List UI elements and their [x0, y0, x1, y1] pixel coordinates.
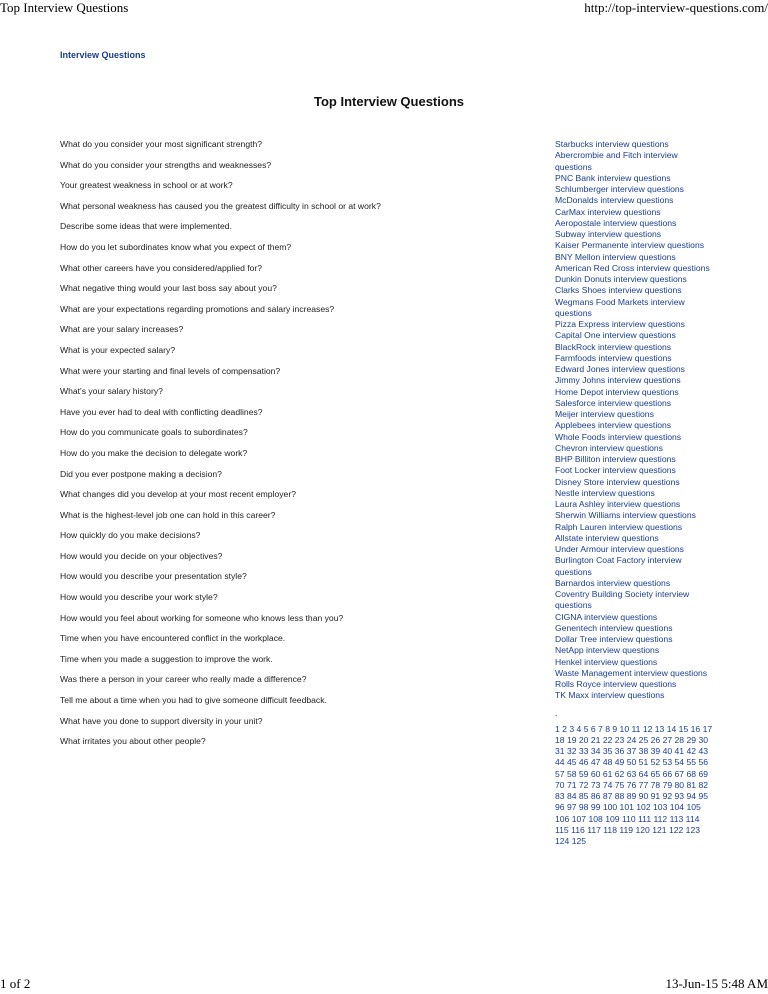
page-link[interactable]: 82 — [698, 779, 708, 790]
page-link[interactable]: 91 — [650, 791, 661, 801]
page-link[interactable]: 89 — [626, 791, 637, 801]
company-link[interactable]: BlackRock interview questions — [555, 341, 672, 352]
question-item: What negative thing would your last boss say about you? — [60, 283, 277, 294]
page-link[interactable]: 67 — [674, 768, 685, 779]
page-link[interactable]: 68 — [686, 768, 697, 779]
company-link[interactable]: Pizza Express interview questions — [555, 319, 685, 329]
page-link[interactable]: 73 — [590, 779, 601, 790]
page-link[interactable]: 114 — [685, 813, 700, 824]
page-link[interactable]: 74 — [602, 779, 613, 790]
company-link[interactable]: Clarks Shoes interview questions — [555, 285, 682, 296]
page-link[interactable]: 86 — [590, 791, 601, 801]
company-link[interactable]: BNY Mellon interview questions — [555, 251, 676, 262]
page-link[interactable]: 117 — [587, 824, 601, 835]
page-link[interactable]: 99 — [590, 802, 601, 813]
page-link[interactable]: 115 — [555, 824, 569, 835]
page-link[interactable]: 78 — [650, 779, 661, 790]
page-link[interactable]: 100 — [602, 802, 618, 813]
page-link[interactable]: 84 — [566, 791, 577, 801]
page-link[interactable]: 77 — [638, 779, 649, 790]
page-link[interactable]: 2 — [562, 723, 567, 734]
question-item: What are your salary increases? — [60, 324, 184, 335]
page-link[interactable]: 80 — [674, 779, 685, 790]
page-link[interactable]: 122 — [668, 824, 684, 835]
page-link[interactable]: 120 — [635, 824, 650, 835]
page-link[interactable]: 14 — [666, 723, 677, 734]
page-link[interactable]: 29 — [686, 734, 697, 745]
company-link[interactable]: Nestle interview questions — [555, 487, 655, 498]
page-link[interactable]: 104 — [669, 802, 685, 813]
print-header-url: http://top-interview-questions.com/ — [584, 0, 768, 15]
page-link[interactable]: 105 — [686, 802, 701, 813]
page-link[interactable]: 34 — [590, 746, 601, 756]
company-link[interactable]: Laura Ashley interview questions — [555, 499, 681, 509]
page-link[interactable]: 16 — [690, 723, 701, 734]
separator-dot: . — [555, 707, 558, 718]
question-item: Time when you made a suggestion to improve the work. — [60, 653, 273, 664]
pagination — [555, 724, 715, 848]
question-item: How do you make the decision to delegate work? — [60, 447, 248, 458]
page-link[interactable]: 112 — [653, 813, 668, 824]
page-link[interactable]: 41 — [674, 746, 685, 756]
company-link[interactable]: Home Depot interview questions — [555, 386, 679, 397]
page-link[interactable]: 118 — [603, 824, 617, 835]
page-link[interactable]: 40 — [662, 746, 673, 756]
page-link[interactable]: 9 — [612, 723, 618, 734]
page-link[interactable]: 116 — [571, 824, 585, 835]
page-link[interactable]: 69 — [698, 768, 708, 779]
page-link[interactable]: 24 — [626, 734, 637, 745]
question-item: Your greatest weakness in school or at work? — [60, 180, 233, 191]
company-link[interactable]: Coventry Building Society interview questions — [555, 589, 690, 611]
page-link[interactable]: 19 — [566, 734, 577, 745]
company-link[interactable]: Abercrombie and Fitch interview questions — [555, 150, 678, 172]
page-link[interactable]: 26 — [650, 734, 661, 745]
page-link[interactable]: 64 — [638, 768, 649, 779]
question-item: Was there a person in your career who really made a difference? — [60, 674, 307, 685]
page-link[interactable]: 124 — [555, 836, 570, 846]
company-link[interactable]: Kaiser Permanente interview questions — [555, 240, 705, 251]
page-link[interactable]: 55 — [686, 757, 697, 768]
question-item: What were your starting and final levels of compensation? — [60, 365, 281, 376]
print-header — [0, 0, 768, 16]
page-link[interactable]: 28 — [674, 734, 685, 745]
page-link[interactable]: 98 — [578, 802, 589, 813]
page-link[interactable]: 58 — [566, 768, 577, 779]
company-link[interactable]: Under Armour interview questions — [555, 544, 684, 554]
company-link[interactable]: Dunkin Donuts interview questions — [555, 274, 687, 284]
question-item: Did you ever postpone making a decision? — [60, 468, 222, 479]
company-link[interactable]: Allstate interview questions — [555, 532, 659, 543]
page-link[interactable]: 12 — [642, 723, 653, 734]
page-link[interactable]: 71 — [566, 779, 577, 790]
page-link[interactable]: 110 — [621, 813, 636, 824]
page-link[interactable]: 59 — [578, 768, 589, 779]
page-link[interactable]: 5 — [583, 723, 589, 734]
company-link[interactable]: Wegmans Food Markets interview questions — [555, 296, 685, 318]
page-link[interactable]: 66 — [662, 768, 673, 779]
company-link[interactable]: Rolls Royce interview questions — [555, 679, 677, 689]
page-link[interactable]: 53 — [662, 757, 673, 768]
page-link[interactable]: 90 — [638, 791, 649, 801]
question-item: How would you decide on your objectives? — [60, 550, 223, 561]
page-link[interactable]: 70 — [555, 779, 565, 790]
page-link[interactable]: 79 — [662, 779, 673, 790]
page-link[interactable]: 22 — [602, 734, 613, 745]
page-link[interactable]: 119 — [619, 824, 634, 835]
company-link[interactable]: Subway interview questions — [555, 229, 662, 239]
page-link[interactable]: 56 — [698, 757, 708, 768]
page-link[interactable]: 51 — [638, 757, 649, 768]
question-item: How do you communicate goals to subordinates? — [60, 427, 248, 438]
company-link[interactable]: Whole Foods interview questions — [555, 431, 682, 442]
page-link[interactable]: 106 — [555, 813, 570, 824]
company-link[interactable]: Henkel interview questions — [555, 656, 658, 667]
page-link[interactable]: 109 — [605, 813, 620, 824]
page-link[interactable]: 23 — [614, 734, 625, 745]
page-link[interactable]: 1 — [555, 723, 560, 734]
page-link[interactable]: 54 — [674, 757, 685, 768]
page-link[interactable]: 33 — [578, 746, 589, 756]
company-link[interactable]: NetApp interview questions — [555, 645, 660, 656]
page-title: Top Interview Questions — [313, 94, 464, 109]
page-link[interactable]: 88 — [614, 791, 625, 801]
page-link[interactable]: 36 — [614, 746, 625, 756]
question-item: How would you describe your work style? — [60, 592, 218, 603]
page-link[interactable]: 95 — [698, 791, 708, 801]
page-link[interactable]: 52 — [650, 757, 661, 768]
question-item: Describe some ideas that were implemented. — [60, 221, 232, 232]
question-item: Have you ever had to deal with conflicting deadlines? — [60, 406, 263, 417]
page-link[interactable]: 30 — [698, 734, 708, 745]
question-item: What personal weakness has caused you the greatest difficulty in school or at work? — [60, 200, 381, 211]
page-link[interactable]: 125 — [571, 836, 587, 846]
page-link[interactable]: 102 — [636, 802, 651, 813]
question-item: What are your expectations regarding promotions and salary increases? — [60, 303, 335, 314]
page-link[interactable]: 17 — [702, 723, 713, 734]
company-link[interactable]: Barnardos interview questions — [555, 577, 671, 588]
page-link[interactable]: 38 — [638, 746, 649, 756]
page-link[interactable]: 27 — [662, 734, 673, 745]
company-link[interactable]: BHP Billiton interview questions — [555, 454, 676, 464]
page-link[interactable]: 61 — [602, 768, 613, 779]
question-item: What's your salary history? — [60, 386, 163, 397]
question-item: Time when you have encountered conflict in the workplace. — [60, 633, 286, 644]
page-link[interactable]: 107 — [571, 813, 587, 824]
page-link[interactable]: 50 — [626, 757, 637, 768]
page-link[interactable]: 123 — [685, 824, 701, 835]
page-link[interactable]: 42 — [686, 746, 697, 756]
company-link[interactable]: Meijer interview questions — [555, 409, 654, 419]
company-link[interactable]: McDonalds interview questions — [555, 195, 674, 206]
print-footer-page: 1 of 2 — [0, 976, 31, 991]
page-link[interactable]: 85 — [578, 791, 589, 801]
company-link[interactable]: Genentech interview questions — [555, 622, 673, 633]
page-link[interactable]: 4 — [576, 723, 582, 734]
page-link[interactable]: 81 — [686, 779, 697, 790]
page-link[interactable]: 83 — [555, 791, 565, 801]
page-link[interactable]: 48 — [602, 757, 613, 768]
page-link[interactable]: 121 — [652, 824, 667, 835]
company-link[interactable]: Waste Management interview questions — [555, 667, 708, 678]
page-link[interactable]: 7 — [598, 723, 603, 734]
page-link[interactable]: 62 — [614, 768, 625, 779]
page-link[interactable]: 76 — [626, 779, 637, 790]
page-link[interactable]: 13 — [654, 723, 665, 734]
question-list — [60, 138, 530, 756]
page-link[interactable]: 93 — [674, 791, 685, 801]
page-link[interactable]: 75 — [614, 779, 625, 790]
sidebar — [555, 139, 715, 847]
page-link[interactable]: 94 — [686, 791, 697, 801]
company-link[interactable]: Dollar Tree interview questions — [555, 634, 673, 644]
question-item: How would you describe your presentation style? — [60, 571, 247, 582]
company-link[interactable]: Capital One interview questions — [555, 330, 676, 341]
page-link[interactable]: 108 — [588, 813, 603, 824]
page-link[interactable]: 10 — [619, 723, 630, 734]
question-item: Tell me about a time when you had to give someone difficult feedback. — [60, 695, 327, 706]
page-link[interactable]: 97 — [566, 802, 577, 813]
page-link[interactable]: 8 — [605, 723, 610, 734]
question-item: What do you consider your strengths and weaknesses? — [60, 159, 272, 170]
page-link[interactable]: 37 — [626, 746, 637, 756]
page-link[interactable]: 96 — [555, 802, 565, 813]
page-link[interactable]: 72 — [578, 779, 589, 790]
page-link[interactable]: 46 — [578, 757, 589, 768]
breadcrumb-interview-questions[interactable]: Interview Questions — [60, 50, 146, 60]
question-item: How do you let subordinates know what you expect of them? — [60, 241, 292, 252]
company-link[interactable]: TK Maxx interview questions — [555, 690, 665, 701]
company-link[interactable]: CarMax interview questions — [555, 206, 661, 217]
question-item: What is your expected salary? — [60, 344, 176, 355]
company-link[interactable]: Disney Store interview questions — [555, 476, 680, 487]
page-link[interactable]: 39 — [650, 746, 661, 756]
company-link[interactable]: Foot Locker interview questions — [555, 465, 676, 476]
question-item: What other careers have you considered/applied for? — [60, 262, 263, 273]
company-link[interactable]: Schlumberger interview questions — [555, 184, 684, 194]
page-link[interactable]: 43 — [698, 746, 708, 756]
question-item: How would you feel about working for someone who knows less than you? — [60, 612, 344, 623]
page-link[interactable]: 21 — [590, 734, 601, 745]
company-link[interactable]: Edward Jones interview questions — [555, 364, 685, 374]
company-link[interactable]: Farmfoods interview questions — [555, 352, 672, 363]
print-header-title: Top Interview Questions — [0, 0, 129, 15]
page-link[interactable]: 87 — [602, 791, 613, 801]
page-link[interactable]: 44 — [555, 757, 565, 768]
company-link[interactable]: Burlington Coat Factory interview questions — [555, 555, 682, 577]
company-link[interactable]: Salesforce interview questions — [555, 397, 672, 408]
question-item: What do you consider your most significant strength? — [60, 139, 263, 149]
company-link[interactable]: American Red Cross interview questions — [555, 262, 710, 273]
page-link[interactable]: 49 — [614, 757, 625, 768]
page-link[interactable]: 45 — [566, 757, 577, 768]
company-link[interactable]: Jimmy Johns interview questions — [555, 375, 681, 386]
page-link[interactable]: 63 — [626, 768, 637, 779]
company-link[interactable]: Chevron interview questions — [555, 442, 663, 453]
page-link[interactable]: 11 — [631, 723, 641, 734]
page-link[interactable]: 6 — [590, 723, 596, 734]
question-item: What is the highest-level job one can hold in this career? — [60, 509, 276, 520]
question-item: What changes did you develop at your most recent employer? — [60, 489, 296, 500]
print-footer — [0, 976, 768, 992]
page-link[interactable]: 3 — [569, 723, 575, 734]
page-link[interactable]: 60 — [590, 768, 601, 779]
page-link[interactable]: 111 — [638, 813, 652, 824]
company-link-list — [555, 139, 715, 702]
company-link[interactable]: Aeropostale interview questions — [555, 217, 677, 228]
page-link[interactable]: 103 — [653, 802, 668, 813]
page-link[interactable]: 31 — [555, 746, 565, 756]
company-link[interactable]: Starbucks interview questions — [555, 139, 669, 149]
page-link[interactable]: 113 — [669, 813, 684, 824]
page-link[interactable]: 92 — [662, 791, 673, 801]
question-item: What irritates you about other people? — [60, 736, 206, 747]
question-item: What have you done to support diversity in your unit? — [60, 715, 263, 726]
print-footer-timestamp: 13-Jun-15 5:48 AM — [665, 976, 768, 991]
page-link[interactable]: 25 — [638, 734, 649, 745]
page-link[interactable]: 20 — [578, 734, 589, 745]
page-link[interactable]: 35 — [602, 746, 613, 756]
page-link[interactable]: 57 — [555, 768, 565, 779]
page-link[interactable]: 47 — [590, 757, 601, 768]
page-link[interactable]: 18 — [555, 734, 565, 745]
company-link[interactable]: Ralph Lauren interview questions — [555, 521, 683, 532]
company-link[interactable]: Applebees interview questions — [555, 420, 672, 431]
page-link[interactable]: 32 — [566, 746, 577, 756]
company-link[interactable]: CIGNA interview questions — [555, 611, 658, 622]
page-link[interactable]: 65 — [650, 768, 661, 779]
question-item: How quickly do you make decisions? — [60, 530, 201, 541]
company-link[interactable]: PNC Bank interview questions — [555, 172, 671, 183]
page-link[interactable]: 15 — [678, 723, 689, 734]
page-link[interactable]: 101 — [619, 802, 634, 813]
company-link[interactable]: Sherwin Williams interview questions — [555, 510, 696, 521]
